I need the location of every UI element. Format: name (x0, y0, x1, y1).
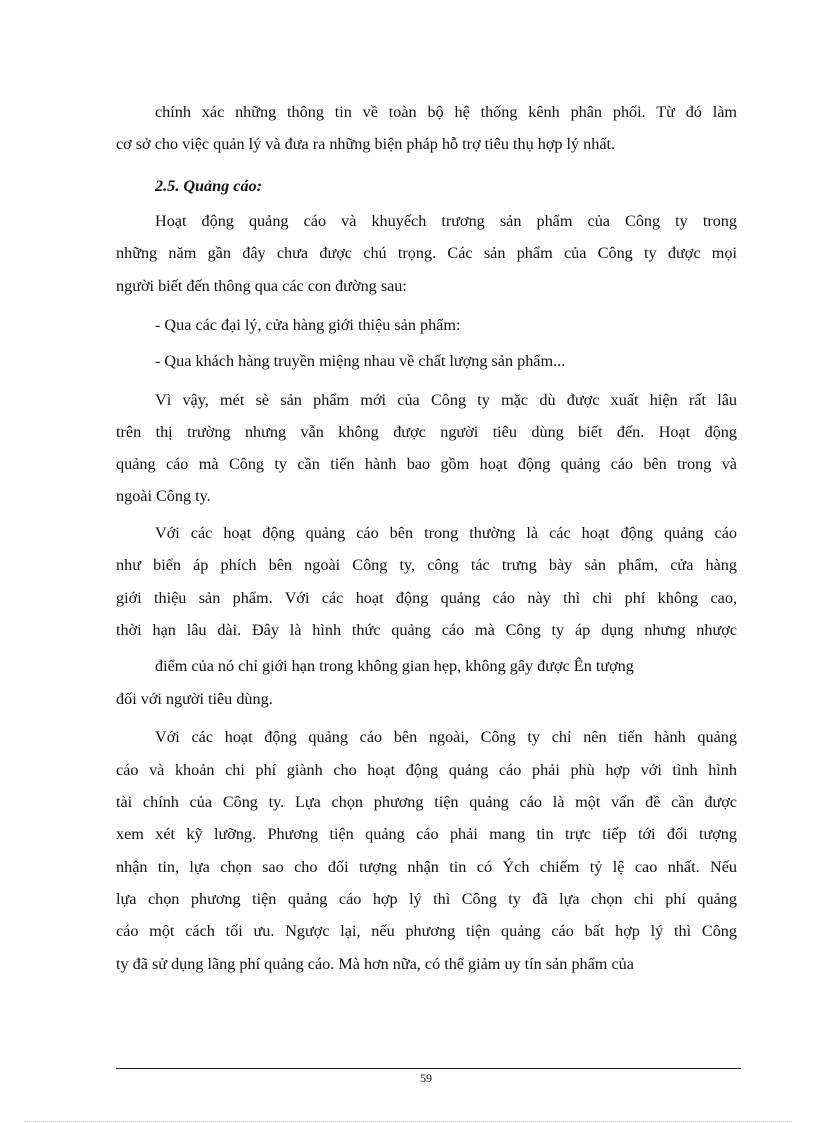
text-line: lựa chọn phương tiện quảng cáo hợp lý thì Công ty đã lựa chọn chi phí quảng (116, 890, 737, 908)
text-line: cáo và khoản chi phí giành cho hoạt động quảng cáo phải phù hợp với tình hình (116, 761, 737, 779)
text-line: người biết đến thông qua các con đường sau: (116, 277, 407, 295)
text-line: ngoài Công ty. (116, 487, 211, 505)
page-number: 59 (420, 1071, 432, 1085)
footer-divider (116, 1068, 741, 1069)
list-item: - Qua khách hàng truyền miệng nhau về chất lượng sản phẩm... (155, 352, 566, 370)
text-line: nhận tin, lựa chọn sao cho đối tượng nhận tin có Ých chiếm tỷ lệ cao nhất. Nếu (116, 858, 737, 876)
list-item: - Qua các đại lý, cửa hàng giới thiệu sản phẩm: (155, 316, 461, 334)
text-line: như biển áp phích bên ngoài Công ty, công tác trưng bày sản phẩm, cửa hàng (116, 556, 737, 574)
text-line: xem xét kỹ lưỡng. Phương tiện quảng cáo phải mang tin trực tiếp tới đối tượng (116, 825, 737, 843)
text-line: đối với người tiêu dùng. (116, 690, 273, 708)
section-heading: 2.5. Quảng cáo: (155, 177, 263, 195)
text-line: quảng cáo mà Công ty cần tiến hành bao gồm hoạt động quảng cáo bên trong và (116, 455, 737, 473)
text-line: Với các hoạt động quảng cáo bên ngoài, Công ty chỉ nên tiến hành quảng (155, 728, 737, 746)
text-line: Vì vậy, mét sè sản phẩm mới của Công ty mặc dù được xuất hiện rất lâu (155, 391, 737, 409)
text-line: Hoạt động quảng cáo và khuyếch trương sản phẩm của Công ty trong (155, 212, 737, 230)
text-line: giới thiệu sản phẩm. Với các hoạt động quảng cáo này thì chi phí không cao, (116, 589, 737, 607)
text-line: cáo một cách tối ưu. Ngược lại, nếu phương tiện quảng cáo bất hợp lý thì Công (116, 922, 737, 940)
text-line: những năm gần đây chưa được chú trọng. Các sản phẩm của Công ty được mọi (116, 244, 737, 262)
text-line: ty đã sử dụng lãng phí quảng cáo. Mà hơn nữa, có thể giảm uy tín sản phẩm của (116, 955, 634, 973)
text-line: chính xác những thông tin về toàn bộ hệ thống kênh phân phối. Từ đó làm (155, 103, 737, 121)
text-line: cơ sở cho việc quản lý và đưa ra những biện pháp hỗ trợ tiêu thụ hợp lý nhất. (116, 135, 616, 153)
page-bottom-dotted-border (24, 1121, 792, 1122)
text-line: điểm của nó chỉ giới hạn trong không gian hẹp, không gây được Ên tượng (155, 657, 634, 675)
text-line: tài chính của Công ty. Lựa chọn phương tiện quảng cáo là một vấn đề cần được (116, 793, 737, 811)
text-line: thời hạn lâu dài. Đây là hình thức quảng cáo mà Công ty áp dụng nhưng nhược (116, 621, 737, 639)
text-line: trên thị trường nhưng vẫn không được người tiêu dùng biết đến. Hoạt động (116, 423, 737, 441)
text-line: Với các hoạt động quảng cáo bên trong thường là các hoạt động quảng cáo (155, 524, 737, 542)
